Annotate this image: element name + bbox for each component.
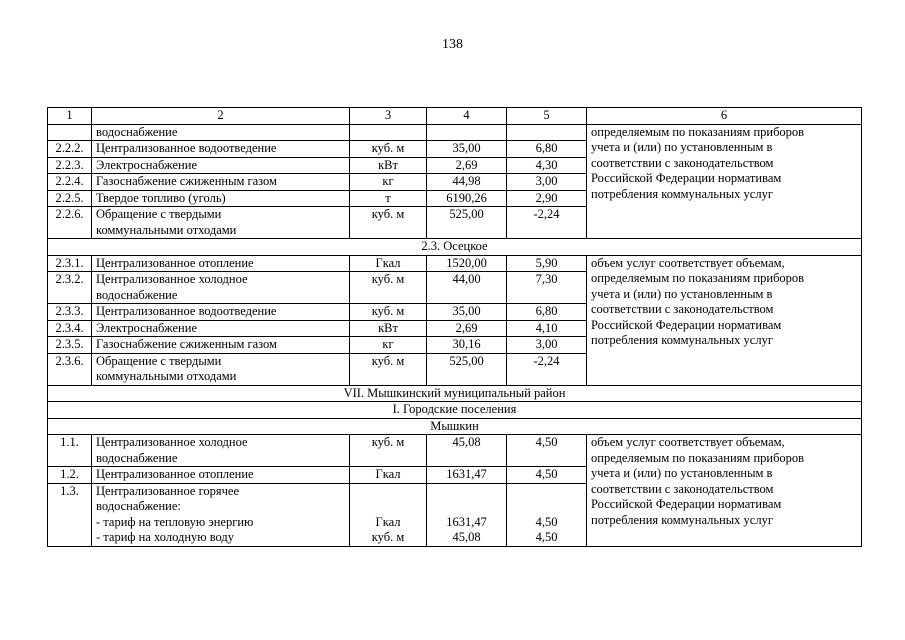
service-name: Обращение с твердыми коммунальными отходами <box>92 207 350 239</box>
service-name: Централизованное горячее водоснабжение: - тариф на тепловую энергию - тариф на холодную воду <box>92 483 350 546</box>
town-title <box>48 418 862 435</box>
service-name: Электроснабжение <box>92 320 350 337</box>
note-line: определяемым по показаниям приборов <box>591 271 805 285</box>
header-cell: 3 <box>350 108 427 125</box>
town-title-cell: Мышкин <box>48 418 862 435</box>
note-cell <box>587 124 862 239</box>
service-name: Централизованное холодное водоснабжение <box>92 435 350 467</box>
service-name: Централизованное холодное водоснабжение <box>92 272 350 304</box>
service-name: Газоснабжение сжиженным газом <box>92 337 350 354</box>
note-line: потребления коммунальных услуг <box>591 512 773 527</box>
value-cell <box>507 124 587 141</box>
page-number: 138 <box>442 37 463 52</box>
table-row <box>48 255 862 272</box>
value-cell: 525,00 <box>427 207 507 239</box>
value-cell: 5,90 <box>507 255 587 272</box>
note-line: учета и (или) по установленным в <box>591 286 773 301</box>
section-title <box>48 239 862 256</box>
note-cell <box>587 435 862 547</box>
value-cell: 2,69 <box>427 320 507 337</box>
service-name: водоснабжение <box>92 124 350 141</box>
value-cell: 1631,47 45,08 <box>427 483 507 546</box>
unit-cell: кг <box>350 337 427 354</box>
service-name: Централизованное водоотведение <box>92 141 350 158</box>
value-cell: 1520,00 <box>427 255 507 272</box>
service-name: Твердое топливо (уголь) <box>92 190 350 207</box>
row-number: 1.1. <box>48 435 92 467</box>
unit-cell: куб. м <box>350 353 427 385</box>
value-cell: 1631,47 <box>427 467 507 484</box>
value-cell: 35,00 <box>427 304 507 321</box>
row-number: 2.3.5. <box>48 337 92 354</box>
header-cell: 2 <box>92 108 350 125</box>
note-line: учета и (или) по установленным в <box>591 466 773 480</box>
row-number: 1.3. <box>48 483 92 546</box>
note-line: Российской Федерации нормативам <box>591 171 782 185</box>
unit-cell: т <box>350 190 427 207</box>
note-line: потребления коммунальных услуг <box>591 333 773 347</box>
note-line: объем услуг соответствует объемам, <box>591 255 785 270</box>
table-row <box>48 124 862 141</box>
unit-cell: куб. м <box>350 435 427 467</box>
header-cell: 5 <box>507 108 587 125</box>
tariff-table <box>47 107 862 547</box>
unit-cell: кВт <box>350 157 427 174</box>
unit-cell: Гкал куб. м <box>350 483 427 546</box>
unit-cell: куб. м <box>350 141 427 158</box>
value-cell <box>427 124 507 141</box>
unit-cell: кВт <box>350 320 427 337</box>
value-cell: 4,30 <box>507 157 587 174</box>
header-row <box>48 108 862 125</box>
row-number: 2.2.2. <box>48 141 92 158</box>
row-number: 1.2. <box>48 467 92 484</box>
note-cell <box>587 255 862 385</box>
service-name: Обращение с твердыми коммунальными отходами <box>92 353 350 385</box>
value-cell: 4,50 <box>507 467 587 484</box>
district-title-cell: VII. Мышкинский муниципальный район <box>48 385 862 402</box>
note-line: определяемым по показаниям приборов <box>591 450 805 465</box>
row-number <box>48 124 92 141</box>
note-line: Российской Федерации нормативам <box>591 317 782 332</box>
header-cell: 1 <box>48 108 92 125</box>
note-line: учета и (или) по установленным в <box>591 140 773 154</box>
unit-cell: Гкал <box>350 255 427 272</box>
row-number: 2.3.2. <box>48 272 92 304</box>
table-row <box>48 435 862 467</box>
value-cell: -2,24 <box>507 353 587 385</box>
value-cell: 4,50 4,50 <box>507 483 587 546</box>
row-number: 2.2.6. <box>48 207 92 239</box>
service-name: Электроснабжение <box>92 157 350 174</box>
unit-cell <box>350 124 427 141</box>
service-name: Централизованное отопление <box>92 255 350 272</box>
unit-cell: куб. м <box>350 207 427 239</box>
note-line: соответствии с законодательством <box>591 302 774 316</box>
value-cell: 3,00 <box>507 174 587 191</box>
value-cell: 2,69 <box>427 157 507 174</box>
row-number: 2.3.4. <box>48 320 92 337</box>
district-title <box>48 385 862 402</box>
row-number: 2.3.1. <box>48 255 92 272</box>
header-cell: 4 <box>427 108 507 125</box>
service-name: Централизованное водоотведение <box>92 304 350 321</box>
unit-cell: куб. м <box>350 304 427 321</box>
value-cell: 4,50 <box>507 435 587 467</box>
value-cell: 30,16 <box>427 337 507 354</box>
unit-cell: Гкал <box>350 467 427 484</box>
row-number: 2.2.3. <box>48 157 92 174</box>
row-number: 2.3.3. <box>48 304 92 321</box>
value-cell: -2,24 <box>507 207 587 239</box>
note-line: потребления коммунальных услуг <box>591 186 773 201</box>
row-number: 2.2.4. <box>48 174 92 191</box>
value-cell: 6,80 <box>507 141 587 158</box>
settlements-title-cell: I. Городские поселения <box>48 402 862 419</box>
service-name: Газоснабжение сжиженным газом <box>92 174 350 191</box>
unit-cell: куб. м <box>350 272 427 304</box>
note-line: определяемым по показаниям приборов <box>591 124 805 139</box>
service-name: Централизованное отопление <box>92 467 350 484</box>
section-title-cell: 2.3. Осецкое <box>48 239 862 256</box>
unit-cell: кг <box>350 174 427 191</box>
value-cell: 2,90 <box>507 190 587 207</box>
value-cell: 45,08 <box>427 435 507 467</box>
row-number: 2.2.5. <box>48 190 92 207</box>
value-cell: 35,00 <box>427 141 507 158</box>
value-cell: 44,00 <box>427 272 507 304</box>
note-line: соответствии с законодательством <box>591 481 774 496</box>
value-cell: 7,30 <box>507 272 587 304</box>
settlements-title <box>48 402 862 419</box>
note-line: объем услуг соответствует объемам, <box>591 435 785 449</box>
value-cell: 4,10 <box>507 320 587 337</box>
value-cell: 44,98 <box>427 174 507 191</box>
note-line: Российской Федерации нормативам <box>591 497 782 511</box>
value-cell: 3,00 <box>507 337 587 354</box>
value-cell: 6,80 <box>507 304 587 321</box>
header-cell: 6 <box>587 108 862 125</box>
note-line: соответствии с законодательством <box>591 155 774 170</box>
value-cell: 525,00 <box>427 353 507 385</box>
row-number: 2.3.6. <box>48 353 92 385</box>
value-cell: 6190,26 <box>427 190 507 207</box>
